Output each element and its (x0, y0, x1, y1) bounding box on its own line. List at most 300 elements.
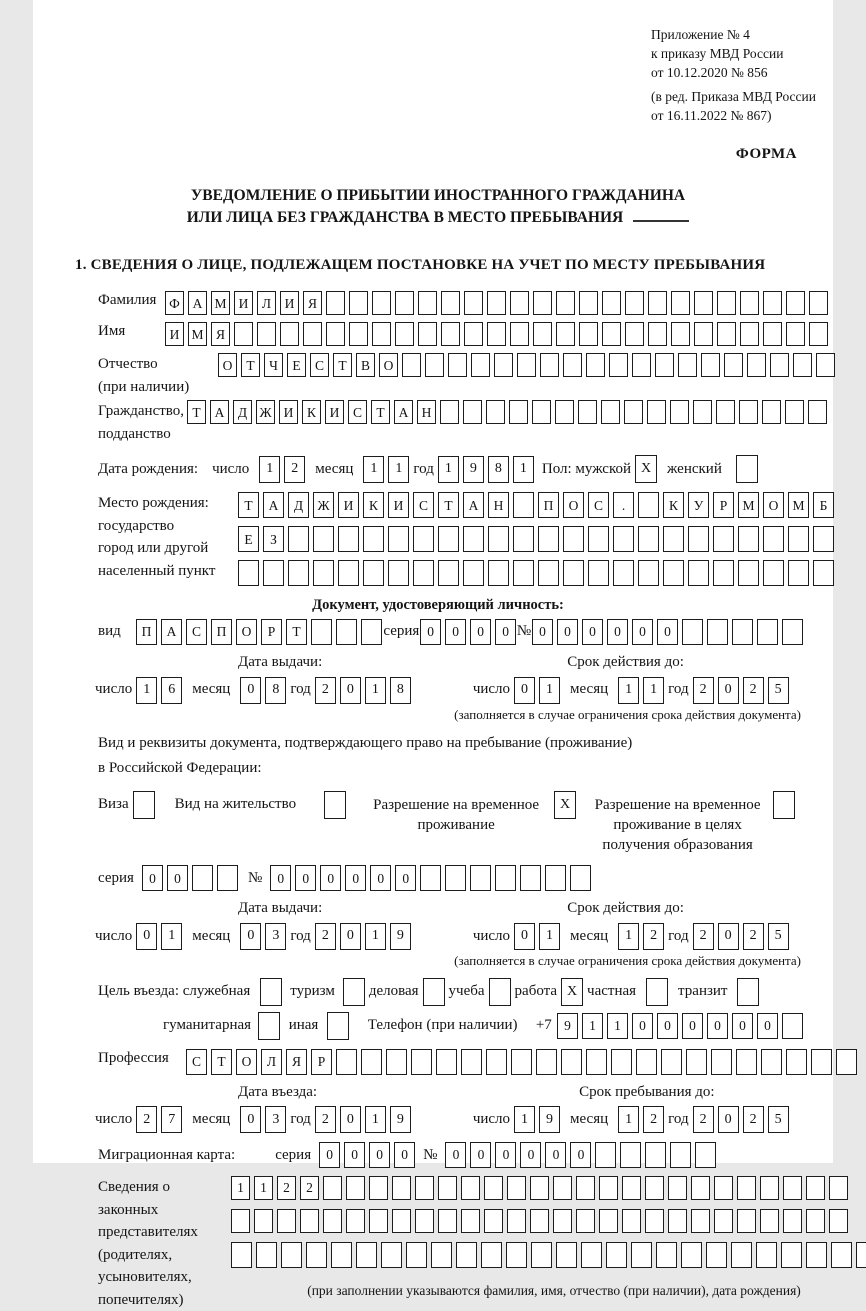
char-box[interactable]: Р (713, 492, 734, 518)
char-box[interactable] (536, 1049, 557, 1075)
char-box[interactable]: О (236, 619, 257, 645)
char-box[interactable]: 2 (300, 1176, 319, 1200)
char-box[interactable]: 1 (365, 1106, 386, 1133)
char-box[interactable] (217, 865, 238, 891)
char-box[interactable]: 2 (693, 677, 714, 704)
char-box[interactable]: 0 (319, 1142, 340, 1168)
char-box[interactable]: 2 (743, 923, 764, 950)
char-box[interactable]: Л (261, 1049, 282, 1075)
char-box[interactable]: 0 (340, 677, 361, 704)
char-box[interactable] (694, 291, 713, 315)
char-box[interactable] (717, 291, 736, 315)
char-box[interactable] (257, 322, 276, 346)
char-box[interactable] (620, 1142, 641, 1168)
char-box[interactable] (556, 1242, 577, 1268)
char-box[interactable] (540, 353, 559, 377)
char-box[interactable] (486, 1049, 507, 1075)
char-box[interactable] (555, 400, 574, 424)
char-box[interactable] (331, 1242, 352, 1268)
char-box[interactable]: 0 (370, 865, 391, 891)
char-box[interactable]: 5 (768, 923, 789, 950)
char-box[interactable] (645, 1209, 664, 1233)
char-box[interactable] (441, 291, 460, 315)
char-box[interactable]: 7 (161, 1106, 182, 1133)
purpose-tourism-checkbox[interactable] (343, 978, 365, 1006)
char-box[interactable]: 0 (718, 923, 739, 950)
char-box[interactable] (464, 322, 483, 346)
char-box[interactable]: 0 (532, 619, 553, 645)
char-box[interactable] (470, 865, 491, 891)
char-box[interactable] (714, 1209, 733, 1233)
char-box[interactable] (438, 1209, 457, 1233)
char-box[interactable] (300, 1209, 319, 1233)
char-box[interactable] (545, 865, 566, 891)
char-box[interactable] (349, 322, 368, 346)
char-box[interactable]: 0 (718, 677, 739, 704)
char-box[interactable] (707, 619, 728, 645)
char-box[interactable] (487, 291, 506, 315)
char-box[interactable] (806, 1209, 825, 1233)
char-box[interactable] (509, 400, 528, 424)
char-box[interactable]: 0 (420, 619, 441, 645)
char-box[interactable] (563, 353, 582, 377)
char-box[interactable] (361, 619, 382, 645)
char-box[interactable] (438, 1176, 457, 1200)
char-box[interactable]: 1 (365, 677, 386, 704)
char-box[interactable]: Т (371, 400, 390, 424)
char-box[interactable] (763, 526, 784, 552)
char-box[interactable]: 5 (768, 677, 789, 704)
char-box[interactable]: Я (303, 291, 322, 315)
char-box[interactable] (520, 865, 541, 891)
char-box[interactable] (538, 560, 559, 586)
char-box[interactable] (757, 619, 778, 645)
char-box[interactable]: 0 (657, 619, 678, 645)
char-box[interactable]: 0 (340, 923, 361, 950)
char-box[interactable]: 1 (365, 923, 386, 950)
char-box[interactable]: 0 (240, 1106, 261, 1133)
char-box[interactable] (415, 1176, 434, 1200)
char-box[interactable]: 0 (495, 619, 516, 645)
char-box[interactable] (599, 1176, 618, 1200)
char-box[interactable] (388, 526, 409, 552)
char-box[interactable] (406, 1242, 427, 1268)
char-box[interactable]: П (538, 492, 559, 518)
char-box[interactable] (782, 1013, 803, 1039)
purpose-official-checkbox[interactable] (260, 978, 282, 1006)
char-box[interactable]: 2 (693, 923, 714, 950)
char-box[interactable] (510, 322, 529, 346)
char-box[interactable] (648, 322, 667, 346)
char-box[interactable] (760, 1176, 779, 1200)
char-box[interactable]: И (325, 400, 344, 424)
char-box[interactable] (737, 1209, 756, 1233)
char-box[interactable]: 0 (757, 1013, 778, 1039)
sex-male-checkbox[interactable]: X (635, 455, 657, 483)
char-box[interactable] (346, 1209, 365, 1233)
char-box[interactable]: 1 (254, 1176, 273, 1200)
char-box[interactable] (395, 322, 414, 346)
char-box[interactable] (303, 322, 322, 346)
char-box[interactable] (531, 1242, 552, 1268)
char-box[interactable] (415, 1209, 434, 1233)
char-box[interactable] (783, 1176, 802, 1200)
char-box[interactable]: С (588, 492, 609, 518)
char-box[interactable] (813, 526, 834, 552)
char-box[interactable] (441, 322, 460, 346)
sex-female-checkbox[interactable] (736, 455, 758, 483)
char-box[interactable] (231, 1242, 252, 1268)
char-box[interactable] (713, 560, 734, 586)
char-box[interactable] (420, 865, 441, 891)
char-box[interactable] (786, 1049, 807, 1075)
char-box[interactable] (762, 400, 781, 424)
char-box[interactable] (281, 1242, 302, 1268)
char-box[interactable] (254, 1209, 273, 1233)
char-box[interactable] (586, 1049, 607, 1075)
char-box[interactable] (481, 1242, 502, 1268)
char-box[interactable]: С (348, 400, 367, 424)
char-box[interactable] (731, 1242, 752, 1268)
char-box[interactable]: 0 (732, 1013, 753, 1039)
char-box[interactable] (813, 560, 834, 586)
char-box[interactable] (786, 322, 805, 346)
char-box[interactable] (856, 1242, 866, 1268)
char-box[interactable] (438, 526, 459, 552)
char-box[interactable] (625, 322, 644, 346)
char-box[interactable]: 9 (557, 1013, 578, 1039)
char-box[interactable] (599, 1209, 618, 1233)
char-box[interactable]: О (379, 353, 398, 377)
char-box[interactable] (234, 322, 253, 346)
char-box[interactable] (701, 353, 720, 377)
char-box[interactable] (288, 560, 309, 586)
char-box[interactable] (586, 353, 605, 377)
char-box[interactable] (411, 1049, 432, 1075)
char-box[interactable]: А (394, 400, 413, 424)
char-box[interactable] (747, 353, 766, 377)
char-box[interactable]: 1 (161, 923, 182, 950)
char-box[interactable] (688, 526, 709, 552)
char-box[interactable]: 1 (388, 456, 409, 483)
char-box[interactable]: П (136, 619, 157, 645)
char-box[interactable] (533, 322, 552, 346)
char-box[interactable]: 0 (520, 1142, 541, 1168)
char-box[interactable] (717, 322, 736, 346)
char-box[interactable]: 9 (390, 1106, 411, 1133)
char-box[interactable]: 0 (470, 619, 491, 645)
char-box[interactable]: Т (211, 1049, 232, 1075)
char-box[interactable] (381, 1242, 402, 1268)
char-box[interactable]: 1 (618, 1106, 639, 1133)
char-box[interactable] (647, 400, 666, 424)
char-box[interactable] (323, 1176, 342, 1200)
char-box[interactable]: С (413, 492, 434, 518)
char-box[interactable]: Д (288, 492, 309, 518)
char-box[interactable]: М (788, 492, 809, 518)
char-box[interactable]: П (211, 619, 232, 645)
char-box[interactable] (386, 1049, 407, 1075)
char-box[interactable] (556, 291, 575, 315)
char-box[interactable]: И (280, 291, 299, 315)
char-box[interactable]: О (763, 492, 784, 518)
purpose-work-checkbox[interactable]: X (561, 978, 583, 1006)
char-box[interactable] (668, 1176, 687, 1200)
char-box[interactable] (624, 400, 643, 424)
char-box[interactable] (448, 353, 467, 377)
char-box[interactable] (579, 322, 598, 346)
char-box[interactable]: 0 (295, 865, 316, 891)
char-box[interactable] (313, 526, 334, 552)
char-box[interactable]: 9 (390, 923, 411, 950)
char-box[interactable] (464, 291, 483, 315)
char-box[interactable] (326, 322, 345, 346)
char-box[interactable]: Т (286, 619, 307, 645)
char-box[interactable] (530, 1209, 549, 1233)
char-box[interactable]: 2 (643, 1106, 664, 1133)
char-box[interactable] (486, 400, 505, 424)
residence-permit-checkbox[interactable] (324, 791, 346, 819)
char-box[interactable] (484, 1209, 503, 1233)
char-box[interactable] (363, 526, 384, 552)
char-box[interactable] (395, 291, 414, 315)
char-box[interactable] (511, 1049, 532, 1075)
char-box[interactable] (418, 291, 437, 315)
char-box[interactable] (602, 291, 621, 315)
char-box[interactable] (263, 560, 284, 586)
char-box[interactable]: 2 (284, 456, 305, 483)
char-box[interactable] (402, 353, 421, 377)
char-box[interactable] (836, 1049, 857, 1075)
char-box[interactable] (602, 322, 621, 346)
char-box[interactable] (760, 1209, 779, 1233)
char-box[interactable]: 9 (463, 456, 484, 483)
char-box[interactable]: А (161, 619, 182, 645)
char-box[interactable]: 0 (344, 1142, 365, 1168)
char-box[interactable]: 1 (539, 677, 560, 704)
char-box[interactable] (638, 526, 659, 552)
char-box[interactable] (763, 322, 782, 346)
char-box[interactable]: 0 (369, 1142, 390, 1168)
char-box[interactable]: Ч (264, 353, 283, 377)
char-box[interactable]: Я (286, 1049, 307, 1075)
char-box[interactable]: Ж (313, 492, 334, 518)
char-box[interactable] (306, 1242, 327, 1268)
char-box[interactable] (671, 291, 690, 315)
visa-checkbox[interactable] (133, 791, 155, 819)
char-box[interactable]: 0 (514, 923, 535, 950)
char-box[interactable] (663, 560, 684, 586)
char-box[interactable] (737, 1176, 756, 1200)
char-box[interactable]: Н (417, 400, 436, 424)
char-box[interactable] (738, 560, 759, 586)
purpose-private-checkbox[interactable] (646, 978, 668, 1006)
char-box[interactable]: Р (261, 619, 282, 645)
char-box[interactable] (808, 400, 827, 424)
char-box[interactable] (418, 322, 437, 346)
char-box[interactable] (438, 560, 459, 586)
char-box[interactable]: И (388, 492, 409, 518)
char-box[interactable]: 0 (394, 1142, 415, 1168)
char-box[interactable] (645, 1142, 666, 1168)
char-box[interactable]: И (279, 400, 298, 424)
char-box[interactable]: К (302, 400, 321, 424)
char-box[interactable]: С (186, 1049, 207, 1075)
char-box[interactable] (763, 291, 782, 315)
char-box[interactable] (661, 1049, 682, 1075)
char-box[interactable] (311, 619, 332, 645)
char-box[interactable] (638, 492, 659, 518)
char-box[interactable]: Т (241, 353, 260, 377)
char-box[interactable]: О (236, 1049, 257, 1075)
char-box[interactable] (713, 526, 734, 552)
char-box[interactable] (326, 291, 345, 315)
char-box[interactable] (484, 1176, 503, 1200)
char-box[interactable]: 2 (315, 1106, 336, 1133)
char-box[interactable] (556, 322, 575, 346)
char-box[interactable] (440, 400, 459, 424)
char-box[interactable] (806, 1176, 825, 1200)
char-box[interactable]: Б (813, 492, 834, 518)
char-box[interactable] (356, 1242, 377, 1268)
char-box[interactable]: 0 (682, 1013, 703, 1039)
char-box[interactable] (488, 560, 509, 586)
char-box[interactable]: 1 (363, 456, 384, 483)
char-box[interactable] (648, 291, 667, 315)
char-box[interactable] (533, 291, 552, 315)
char-box[interactable]: Т (438, 492, 459, 518)
char-box[interactable] (655, 353, 674, 377)
char-box[interactable]: З (263, 526, 284, 552)
char-box[interactable] (609, 353, 628, 377)
char-box[interactable] (656, 1242, 677, 1268)
char-box[interactable] (811, 1049, 832, 1075)
char-box[interactable] (578, 400, 597, 424)
char-box[interactable] (280, 322, 299, 346)
char-box[interactable] (788, 560, 809, 586)
char-box[interactable] (739, 400, 758, 424)
char-box[interactable] (606, 1242, 627, 1268)
char-box[interactable] (553, 1176, 572, 1200)
char-box[interactable] (740, 291, 759, 315)
char-box[interactable]: 8 (390, 677, 411, 704)
char-box[interactable] (507, 1176, 526, 1200)
char-box[interactable]: 0 (582, 619, 603, 645)
char-box[interactable] (763, 560, 784, 586)
char-box[interactable]: О (218, 353, 237, 377)
char-box[interactable]: А (210, 400, 229, 424)
char-box[interactable]: 0 (395, 865, 416, 891)
char-box[interactable] (431, 1242, 452, 1268)
char-box[interactable]: Я (211, 322, 230, 346)
char-box[interactable] (816, 353, 835, 377)
char-box[interactable] (581, 1242, 602, 1268)
char-box[interactable] (513, 492, 534, 518)
purpose-business-checkbox[interactable] (423, 978, 445, 1006)
char-box[interactable]: 0 (718, 1106, 739, 1133)
char-box[interactable] (781, 1242, 802, 1268)
char-box[interactable]: Р (311, 1049, 332, 1075)
char-box[interactable]: 1 (643, 677, 664, 704)
char-box[interactable]: 2 (743, 1106, 764, 1133)
char-box[interactable] (788, 526, 809, 552)
char-box[interactable] (631, 1242, 652, 1268)
char-box[interactable] (732, 619, 753, 645)
char-box[interactable]: 1 (438, 456, 459, 483)
char-box[interactable] (714, 1176, 733, 1200)
char-box[interactable] (588, 560, 609, 586)
char-box[interactable]: В (356, 353, 375, 377)
char-box[interactable] (495, 865, 516, 891)
char-box[interactable] (793, 353, 812, 377)
char-box[interactable] (494, 353, 513, 377)
char-box[interactable]: 0 (657, 1013, 678, 1039)
char-box[interactable]: А (188, 291, 207, 315)
char-box[interactable]: 0 (270, 865, 291, 891)
char-box[interactable] (372, 322, 391, 346)
char-box[interactable] (783, 1209, 802, 1233)
char-box[interactable] (392, 1176, 411, 1200)
char-box[interactable] (829, 1176, 848, 1200)
char-box[interactable]: 0 (632, 619, 653, 645)
char-box[interactable]: Д (233, 400, 252, 424)
char-box[interactable] (786, 291, 805, 315)
char-box[interactable] (507, 1209, 526, 1233)
char-box[interactable] (625, 291, 644, 315)
char-box[interactable] (622, 1176, 641, 1200)
char-box[interactable] (738, 526, 759, 552)
char-box[interactable] (425, 353, 444, 377)
char-box[interactable] (693, 400, 712, 424)
char-box[interactable] (192, 865, 213, 891)
char-box[interactable] (691, 1209, 710, 1233)
char-box[interactable]: 0 (345, 865, 366, 891)
char-box[interactable]: 2 (643, 923, 664, 950)
char-box[interactable] (461, 1176, 480, 1200)
char-box[interactable] (349, 291, 368, 315)
char-box[interactable]: С (186, 619, 207, 645)
char-box[interactable] (413, 560, 434, 586)
char-box[interactable] (809, 322, 828, 346)
char-box[interactable] (695, 1142, 716, 1168)
char-box[interactable] (681, 1242, 702, 1268)
purpose-study-checkbox[interactable] (489, 978, 511, 1006)
char-box[interactable]: . (613, 492, 634, 518)
char-box[interactable] (576, 1176, 595, 1200)
char-box[interactable] (563, 560, 584, 586)
char-box[interactable] (611, 1049, 632, 1075)
char-box[interactable] (256, 1242, 277, 1268)
edu-permit-checkbox[interactable] (773, 791, 795, 819)
char-box[interactable]: 0 (240, 677, 261, 704)
char-box[interactable]: 1 (607, 1013, 628, 1039)
char-box[interactable] (463, 560, 484, 586)
char-box[interactable]: 1 (231, 1176, 250, 1200)
char-box[interactable] (761, 1049, 782, 1075)
char-box[interactable] (686, 1049, 707, 1075)
char-box[interactable]: 0 (240, 923, 261, 950)
char-box[interactable] (670, 400, 689, 424)
char-box[interactable]: 2 (315, 677, 336, 704)
char-box[interactable]: 0 (570, 1142, 591, 1168)
char-box[interactable] (561, 1049, 582, 1075)
char-box[interactable] (463, 400, 482, 424)
char-box[interactable] (336, 619, 357, 645)
char-box[interactable]: Т (187, 400, 206, 424)
char-box[interactable] (570, 865, 591, 891)
char-box[interactable]: М (188, 322, 207, 346)
purpose-other-checkbox[interactable] (327, 1012, 349, 1040)
